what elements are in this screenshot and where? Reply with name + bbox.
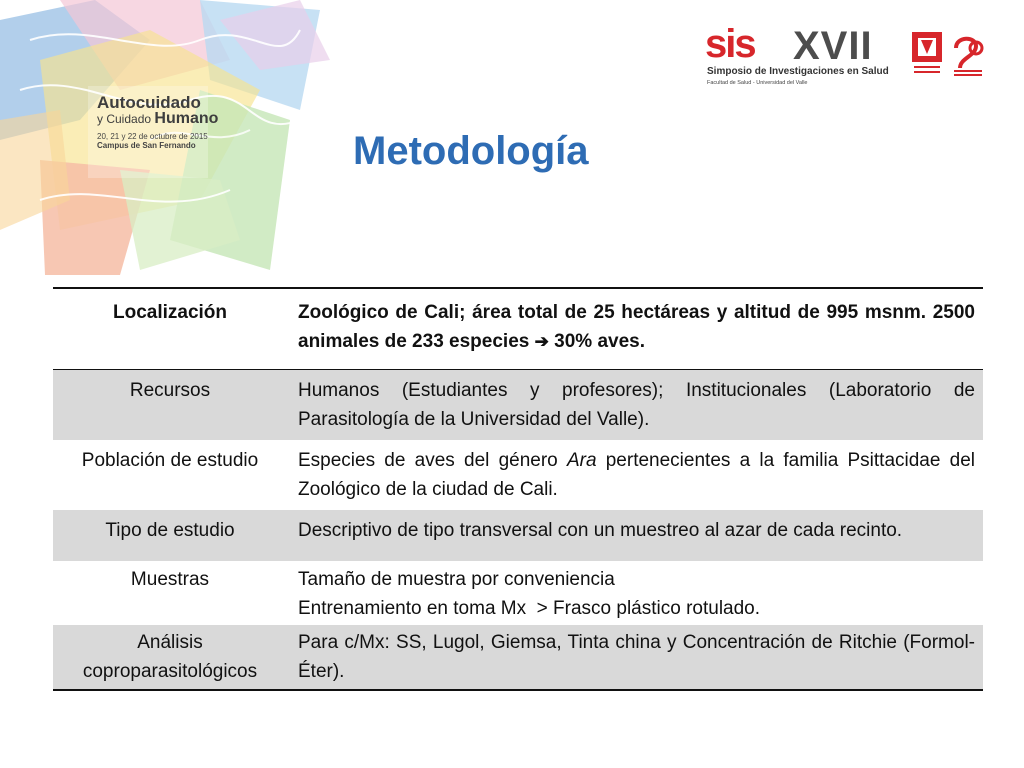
event-poster	[0, 0, 330, 285]
row-value-text-end: 30% aves.	[548, 331, 645, 352]
table-row-poblacion	[53, 440, 983, 510]
table-row-localizacion	[53, 288, 983, 370]
methodology-table	[53, 287, 983, 691]
row-value-line: Entrenamiento en toma Mx > Frasco plástico rotulado.	[298, 598, 761, 619]
poster-title: Autocuidado	[97, 93, 201, 112]
row-label-line: coproparasitológicos	[82, 661, 258, 682]
poster-dates: 20, 21 y 22 de octubre de 2015	[97, 132, 208, 141]
poster-subtitle: y Cuidado Humano	[97, 110, 219, 127]
page-title: Metodología	[353, 129, 589, 173]
row-value: Descriptivo de tipo transversal con un muestreo al azar de cada recinto.	[291, 510, 983, 561]
row-label	[53, 625, 291, 690]
genus-name: Ara	[566, 450, 597, 471]
row-value	[291, 561, 983, 625]
row-value	[291, 288, 983, 370]
table-row-muestras	[53, 561, 983, 625]
row-label: Población de estudio	[81, 450, 259, 471]
poster-campus: Campus de San Fernando	[97, 141, 196, 150]
row-value	[291, 440, 983, 510]
row-value-text: Especies de aves del género	[298, 450, 567, 471]
row-value-text: Zoológico de Cali; área total de 25 hectáreas y altitud de 995 msnm. 2500 animales de 233 especies	[298, 302, 975, 352]
row-value: Humanos (Estudiantes y profesores); Institucionales (Laboratorio de Parasitología de la Universidad del Valle).	[291, 370, 983, 441]
row-label: Tipo de estudio	[53, 510, 291, 561]
right-arrow-icon: ➔	[534, 332, 549, 351]
sis-logo-roman-numeral: XVII	[793, 24, 873, 68]
table-row-tipo	[53, 510, 983, 561]
sis-logo-subtitle: Simposio de Investigaciones en Salud	[707, 66, 889, 77]
poster-text	[97, 94, 218, 150]
anniversary-logo-icon	[950, 30, 986, 78]
row-label: Muestras	[130, 569, 210, 590]
row-value: Para c/Mx: SS, Lugol, Giemsa, Tinta china y Concentración de Ritchie (Formol-Éter).	[291, 625, 983, 690]
row-label: Recursos	[53, 370, 291, 441]
table-row-recursos	[53, 370, 983, 441]
row-label: Localización	[53, 288, 291, 370]
row-value-line: Tamaño de muestra por conveniencia	[298, 569, 615, 590]
sis-symposium-logo	[705, 20, 889, 92]
table-row-analisis	[53, 625, 983, 690]
universidad-del-valle-logo-icon	[910, 30, 944, 78]
sis-logo-faculty: Facultad de Salud - Universidad del Valle	[707, 80, 808, 86]
sis-logo-word: sis	[705, 22, 755, 66]
row-value-text-end: pertenecientes a la familia Psittacidae del Zoológico de la ciudad de Cali.	[298, 450, 975, 500]
row-label-line: Análisis	[137, 632, 203, 653]
